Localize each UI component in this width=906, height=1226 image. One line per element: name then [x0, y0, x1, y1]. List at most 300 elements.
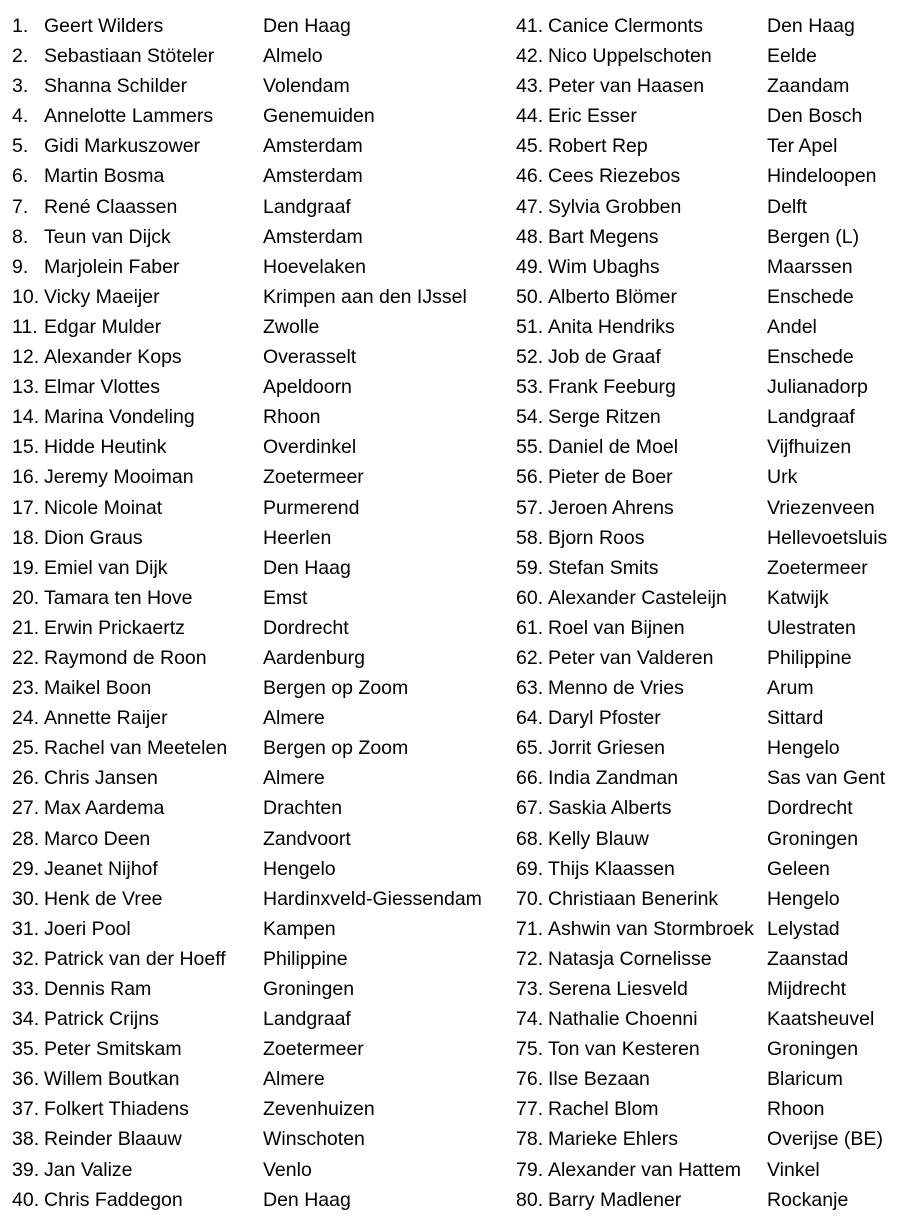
candidate-name: Folkert Thiadens [44, 1098, 189, 1121]
list-item [0, 854, 400, 884]
list-item [504, 793, 904, 823]
candidate-city: Landgraaf [263, 1008, 351, 1031]
candidate-name: Daniel de Moel [548, 436, 679, 459]
candidate-number: 41. [516, 15, 544, 37]
candidate-name: Frank Feeburg [548, 376, 676, 399]
candidate-city: Volendam [263, 75, 350, 98]
candidate-number: 78. [516, 1128, 544, 1151]
candidate-city: Andel [767, 315, 817, 338]
list-item [0, 1124, 400, 1154]
list-item [0, 312, 400, 342]
candidate-name: Geert Wilders [44, 15, 164, 37]
candidate-number: 57. [516, 496, 544, 519]
candidate-name: Anita Hendriks [548, 315, 675, 338]
candidate-name: Marjolein Faber [44, 255, 180, 278]
candidate-city: Maarssen [767, 255, 853, 278]
candidate-name: Robert Rep [548, 135, 648, 158]
list-item [504, 342, 904, 372]
candidate-city: Den Haag [263, 1188, 351, 1211]
list-item [504, 161, 904, 191]
list-item [0, 131, 400, 161]
candidate-name: Martin Bosma [44, 165, 165, 188]
candidate-number: 72. [516, 947, 544, 970]
candidate-name: Jorrit Griesen [548, 737, 666, 760]
candidate-city: Groningen [767, 1038, 859, 1061]
candidate-city: Lelystad [767, 917, 840, 940]
candidate-number: 23. [12, 677, 40, 700]
candidate-city: Bergen op Zoom [263, 677, 409, 700]
candidate-number: 63. [516, 677, 544, 700]
candidate-name: Patrick van der Hoeff [44, 947, 226, 970]
candidate-number: 47. [516, 195, 544, 218]
list-item [0, 342, 400, 372]
list-item [0, 1185, 400, 1215]
candidate-number: 55. [516, 436, 544, 459]
candidate-number: 29. [12, 857, 40, 880]
list-item [0, 192, 400, 222]
list-item [0, 462, 400, 492]
candidate-number: 18. [12, 526, 40, 549]
candidate-number: 12. [12, 346, 40, 369]
list-item [0, 793, 400, 823]
candidate-city: Sas van Gent [767, 767, 886, 790]
candidate-number: 54. [516, 406, 544, 429]
list-item [504, 282, 904, 312]
list-item [0, 402, 400, 432]
candidate-city: Almere [263, 707, 325, 730]
candidate-city: Heerlen [263, 526, 332, 549]
candidate-city: Overdinkel [263, 436, 357, 459]
candidate-city: Bergen op Zoom [263, 737, 409, 760]
candidate-number: 1. [12, 15, 29, 37]
list-item [504, 1155, 904, 1185]
candidate-city: Almelo [263, 45, 323, 68]
candidate-city: Purmerend [263, 496, 360, 519]
list-item [504, 222, 904, 252]
candidate-name: Alexander Kops [44, 346, 182, 369]
candidate-name: Marco Deen [44, 827, 151, 850]
list-item [0, 282, 467, 312]
candidate-city: Hoevelaken [263, 255, 366, 278]
candidate-name: Eric Esser [548, 105, 637, 128]
candidate-city: Groningen [767, 827, 859, 850]
list-item [0, 71, 400, 101]
candidate-name: Jeremy Mooiman [44, 466, 194, 489]
candidate-name: Ton van Kesteren [548, 1038, 700, 1061]
candidate-number: 22. [12, 646, 40, 669]
candidate-city: Amsterdam [263, 135, 363, 158]
candidate-city: Mijdrecht [767, 978, 847, 1000]
candidate-number: 31. [12, 917, 40, 940]
list-item [504, 402, 904, 432]
candidate-number: 15. [12, 436, 40, 459]
candidate-city: Zevenhuizen [263, 1098, 375, 1121]
candidate-name: Alexander Casteleijn [548, 586, 727, 609]
candidate-number: 33. [12, 978, 40, 1000]
candidate-name: Canice Clermonts [548, 15, 703, 37]
candidate-name: Barry Madlener [548, 1188, 682, 1211]
candidate-city: Landgraaf [263, 195, 351, 218]
candidate-number: 4. [12, 105, 29, 128]
candidate-name: Dion Graus [44, 526, 143, 549]
candidate-city: Landgraaf [767, 406, 855, 429]
candidate-name: Edgar Mulder [44, 315, 162, 338]
candidate-city: Enschede [767, 346, 854, 369]
candidate-number: 69. [516, 857, 544, 880]
candidate-number: 37. [12, 1098, 40, 1121]
candidate-name: Maikel Boon [44, 677, 152, 700]
candidate-city: Rockanje [767, 1188, 849, 1211]
candidate-city: Winschoten [263, 1128, 365, 1151]
list-item [504, 763, 904, 793]
candidate-number: 40. [12, 1188, 40, 1211]
candidate-number: 67. [516, 797, 544, 820]
candidate-list-left-column [0, 11, 482, 1215]
list-item [0, 493, 400, 523]
candidate-number: 20. [12, 586, 40, 609]
candidate-name: Dennis Ram [44, 978, 152, 1000]
candidate-number: 3. [12, 75, 29, 98]
list-item [504, 1004, 904, 1034]
candidate-number: 25. [12, 737, 40, 760]
candidate-number: 61. [516, 616, 544, 639]
candidate-name: Jan Valize [44, 1158, 133, 1181]
candidate-number: 17. [12, 496, 40, 519]
list-item [0, 613, 400, 643]
candidate-city: Zaandam [767, 75, 850, 98]
candidate-number: 10. [12, 285, 40, 308]
candidate-city: Zoetermeer [263, 1038, 364, 1061]
candidate-city: Philippine [263, 947, 348, 970]
candidate-city: Hengelo [767, 887, 840, 910]
list-item [0, 1155, 400, 1185]
candidate-name: Kelly Blauw [548, 827, 649, 850]
candidate-name: Nathalie Choenni [548, 1008, 698, 1031]
list-item [504, 914, 904, 944]
list-item [0, 523, 400, 553]
candidate-number: 19. [12, 556, 40, 579]
candidate-name: Bart Megens [548, 225, 659, 248]
candidate-number: 50. [516, 285, 544, 308]
candidate-number: 9. [12, 255, 29, 278]
list-item [504, 643, 904, 673]
candidate-name: Serena Liesveld [548, 978, 688, 1000]
candidate-city: Groningen [263, 978, 355, 1000]
candidate-city: Ulestraten [767, 616, 856, 639]
candidate-city: Zaanstad [767, 947, 849, 970]
candidate-city: Amsterdam [263, 225, 363, 248]
candidate-name: Ilse Bezaan [548, 1068, 650, 1091]
candidate-name: Roel van Bijnen [548, 616, 685, 639]
candidate-number: 35. [12, 1038, 40, 1061]
candidate-city: Rhoon [263, 406, 321, 429]
candidate-number: 77. [516, 1098, 544, 1121]
candidate-city: Dordrecht [263, 616, 349, 639]
list-item [0, 372, 400, 402]
list-item [504, 854, 904, 884]
list-item [504, 974, 904, 1004]
candidate-city: Overijse (BE) [767, 1128, 883, 1151]
list-item [0, 974, 400, 1004]
candidate-number: 68. [516, 827, 544, 850]
candidate-name: Max Aardema [44, 797, 165, 820]
candidate-city: Venlo [263, 1158, 312, 1181]
candidate-name: Menno de Vries [548, 677, 684, 700]
candidate-number: 44. [516, 105, 544, 128]
candidate-number: 13. [12, 376, 40, 399]
list-item [0, 553, 400, 583]
list-item [0, 673, 409, 703]
list-item [504, 493, 904, 523]
candidate-city: Genemuiden [263, 105, 375, 128]
candidate-name: Nicole Moinat [44, 496, 163, 519]
candidate-name: Wim Ubaghs [548, 255, 660, 278]
list-item [0, 101, 400, 131]
candidate-name: Peter van Haasen [548, 75, 705, 98]
candidate-list-right-column [504, 11, 904, 1215]
candidate-city: Dordrecht [767, 797, 853, 820]
candidate-name: Daryl Pfoster [548, 707, 661, 730]
list-item [504, 1185, 904, 1215]
candidate-city: Zwolle [263, 315, 320, 338]
candidate-city: Den Haag [263, 15, 351, 37]
list-item [0, 914, 400, 944]
candidate-number: 2. [12, 45, 29, 68]
candidate-name: Gidi Markuszower [44, 135, 201, 158]
list-item [0, 1034, 400, 1064]
candidate-name: Alberto Blömer [548, 285, 677, 308]
candidate-number: 14. [12, 406, 40, 429]
candidate-name: Chris Faddegon [44, 1188, 183, 1211]
list-item [504, 192, 904, 222]
candidate-name: Rachel Blom [548, 1098, 659, 1121]
candidate-city: Drachten [263, 797, 343, 820]
candidate-name: Reinder Blaauw [44, 1128, 182, 1151]
candidate-number: 8. [12, 225, 29, 248]
candidate-name: India Zandman [548, 767, 679, 790]
list-item [504, 944, 904, 974]
list-item [0, 41, 400, 71]
candidate-number: 70. [516, 887, 544, 910]
candidate-number: 5. [12, 135, 29, 158]
candidate-city: Hengelo [767, 737, 840, 760]
list-item [0, 222, 400, 252]
candidate-city: Arum [767, 677, 814, 700]
list-item [0, 733, 409, 763]
candidate-number: 53. [516, 376, 544, 399]
candidate-name: Saskia Alberts [548, 797, 672, 820]
candidate-name: Serge Ritzen [548, 406, 661, 429]
list-item [0, 703, 400, 733]
candidate-name: Joeri Pool [44, 917, 131, 940]
candidate-name: Alexander van Hattem [548, 1158, 741, 1181]
candidate-city: Hindeloopen [767, 165, 877, 188]
candidate-name: Nico Uppelschoten [548, 45, 712, 68]
candidate-number: 64. [516, 707, 544, 730]
candidate-name: Job de Graaf [548, 346, 661, 369]
candidate-name: Hidde Heutink [44, 436, 167, 459]
candidate-number: 34. [12, 1008, 40, 1031]
candidate-city: Blaricum [767, 1068, 843, 1091]
candidate-name: Teun van Dijck [44, 225, 171, 248]
candidate-name: René Claassen [44, 195, 178, 218]
candidate-city: Den Haag [767, 15, 855, 37]
candidate-number: 42. [516, 45, 544, 68]
candidate-number: 28. [12, 827, 40, 850]
candidate-number: 16. [12, 466, 40, 489]
candidate-city: Bergen (L) [767, 225, 860, 248]
candidate-name: Shanna Schilder [44, 75, 188, 98]
candidate-name: Thijs Klaassen [548, 857, 675, 880]
candidate-name: Erwin Prickaertz [44, 616, 185, 639]
candidate-city: Vinkel [767, 1158, 820, 1181]
candidate-number: 65. [516, 737, 544, 760]
candidate-name: Ashwin van Stormbroek [548, 917, 754, 940]
candidate-city: Vijfhuizen [767, 436, 852, 459]
candidate-city: Den Bosch [767, 105, 863, 128]
candidate-number: 6. [12, 165, 29, 188]
list-item [504, 703, 904, 733]
candidate-number: 52. [516, 346, 544, 369]
candidate-city: Emst [263, 586, 308, 609]
candidate-city: Eelde [767, 45, 817, 68]
candidate-number: 74. [516, 1008, 544, 1031]
candidate-name: Jeanet Nijhof [44, 857, 158, 880]
candidate-number: 60. [516, 586, 544, 609]
candidate-name: Christiaan Benerink [548, 887, 719, 910]
candidate-name: Marina Vondeling [44, 406, 195, 429]
candidate-number: 30. [12, 887, 40, 910]
candidate-name: Henk de Vree [44, 887, 163, 910]
list-item [504, 523, 904, 553]
candidate-number: 45. [516, 135, 544, 158]
candidate-name: Marieke Ehlers [548, 1128, 679, 1151]
list-item [504, 312, 904, 342]
list-item [504, 1064, 904, 1094]
candidate-city: Kampen [263, 917, 336, 940]
list-item [504, 1124, 904, 1154]
candidate-name: Raymond de Roon [44, 646, 207, 669]
list-item [0, 824, 400, 854]
candidate-city: Vriezenveen [767, 496, 875, 519]
candidate-number: 36. [12, 1068, 40, 1091]
candidate-number: 51. [516, 315, 544, 338]
candidate-number: 24. [12, 707, 40, 730]
candidate-city: Urk [767, 466, 798, 489]
candidate-number: 80. [516, 1188, 544, 1211]
candidate-number: 56. [516, 466, 544, 489]
candidate-city: Sittard [767, 707, 824, 730]
candidate-number: 76. [516, 1068, 544, 1091]
list-item [504, 1034, 904, 1064]
candidate-name: Jeroen Ahrens [548, 496, 674, 519]
candidate-city: Krimpen aan den IJssel [263, 285, 467, 308]
list-item [504, 71, 904, 101]
candidate-number: 62. [516, 646, 544, 669]
candidate-city: Julianadorp [767, 376, 868, 399]
list-item [0, 1094, 400, 1124]
list-item [504, 11, 904, 41]
candidate-number: 26. [12, 767, 40, 790]
candidate-number: 32. [12, 947, 40, 970]
list-item [504, 432, 904, 462]
list-item [0, 252, 400, 282]
candidate-number: 48. [516, 225, 544, 248]
candidate-number: 49. [516, 255, 544, 278]
list-item [0, 643, 400, 673]
list-item [0, 884, 482, 914]
candidate-number: 46. [516, 165, 544, 188]
candidate-number: 27. [12, 797, 40, 820]
candidate-number: 75. [516, 1038, 544, 1061]
list-item [504, 1094, 904, 1124]
candidate-name: Sebastiaan Stöteler [44, 45, 215, 68]
candidate-number: 43. [516, 75, 544, 98]
candidate-name: Natasja Cornelisse [548, 947, 712, 970]
list-item [0, 583, 400, 613]
candidate-name: Peter Smitskam [44, 1038, 182, 1061]
candidate-name: Cees Riezebos [548, 165, 681, 188]
candidate-city: Kaatsheuvel [767, 1008, 875, 1031]
candidate-city: Hardinxveld-Giessendam [263, 887, 482, 910]
list-item [0, 763, 400, 793]
list-item [504, 101, 904, 131]
candidate-city: Geleen [767, 857, 830, 880]
candidate-number: 59. [516, 556, 544, 579]
list-item [504, 583, 904, 613]
list-item [504, 884, 904, 914]
list-item [0, 11, 400, 41]
candidate-city: Hengelo [263, 857, 336, 880]
candidate-number: 21. [12, 616, 40, 639]
candidate-city: Almere [263, 1068, 325, 1091]
candidate-name: Sylvia Grobben [548, 195, 682, 218]
candidate-number: 66. [516, 767, 544, 790]
candidate-name: Chris Jansen [44, 767, 158, 790]
candidate-number: 79. [516, 1158, 544, 1181]
candidate-city: Ter Apel [767, 135, 838, 158]
candidate-name: Bjorn Roos [548, 526, 645, 549]
candidate-city: Philippine [767, 646, 852, 669]
list-item [504, 733, 904, 763]
candidate-city: Overasselt [263, 346, 357, 369]
candidate-number: 39. [12, 1158, 40, 1181]
candidate-city: Katwijk [767, 586, 829, 609]
candidate-city: Enschede [767, 285, 854, 308]
candidate-name: Vicky Maeijer [44, 285, 160, 308]
candidate-city: Rhoon [767, 1098, 825, 1121]
list-item [504, 673, 904, 703]
candidate-name: Emiel van Dijk [44, 556, 168, 579]
candidate-number: 7. [12, 195, 29, 218]
candidate-name: Tamara ten Hove [44, 586, 193, 609]
candidate-city: Apeldoorn [263, 376, 352, 399]
list-item [0, 1004, 400, 1034]
candidate-name: Annette Raijer [44, 707, 168, 730]
candidate-name: Pieter de Boer [548, 466, 673, 489]
list-item [504, 252, 904, 282]
candidate-city: Den Haag [263, 556, 351, 579]
list-item [504, 824, 904, 854]
candidate-number: 73. [516, 978, 544, 1000]
list-item [504, 41, 904, 71]
candidate-number: 58. [516, 526, 544, 549]
candidate-city: Delft [767, 195, 808, 218]
candidate-city: Amsterdam [263, 165, 363, 188]
candidate-name: Annelotte Lammers [44, 105, 214, 128]
list-item [504, 131, 904, 161]
list-item [0, 161, 400, 191]
